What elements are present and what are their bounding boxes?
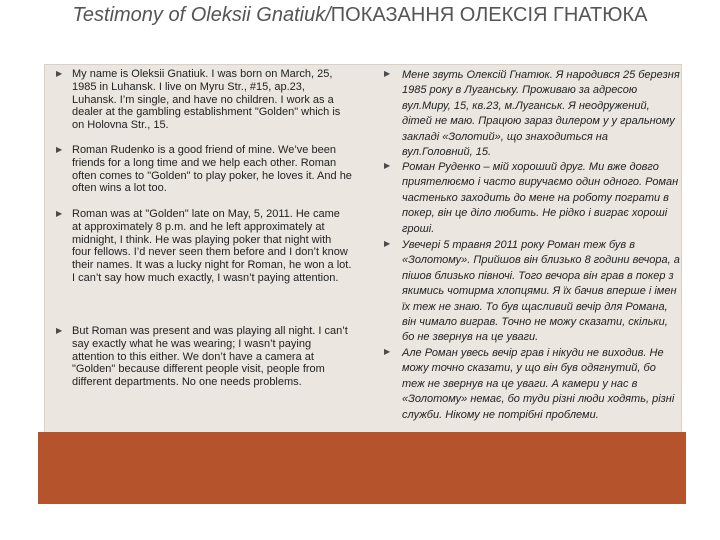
- paragraph-text: Увечері 5 травня 2011 року Роман теж був в «Золотому». Прийшов він близько 8 години вечора, а пішов близько півночі. Того вечора він грав в покер з якимись чотирма хлопцями. Я їх бачив вперше і імен їх теж не знаю. То був щасливий вечір для Романа, він чимало виграв. Точно не можу сказати, скільки, бо не звернув на це уваги.: [402, 239, 680, 344]
- paragraph-text: Roman was at "Golden" late on May, 5, 2011. He came at approximately 8 p.m. and he left approximately at midnight, I think. He was playing poker that night with four fellows. I’d never seen them before and I don’t know their names. It was a lucky night for Roman, he won a lot. I can’t say how much exactly, I wasn’t paying attention.: [72, 208, 352, 284]
- paragraph-text: My name is Oleksii Gnatiuk. I was born on March, 25, 1985 in Luhansk. I live on Myru Str., #15, ap.23, Luhansk. I’m single, and have no children. I work as a dealer at the gambling establishment "Golden" which is on Holovna Str., 15.: [72, 68, 341, 132]
- list-item: [56, 68, 352, 144]
- title-ukrainian: ПОКАЗАННЯ ОЛЕКСІЯ ГНАТЮКА: [330, 4, 648, 26]
- list-item: [384, 346, 680, 423]
- paragraph-text: Мене звуть Олексій Гнатюк. Я народився 25 березня 1985 року в Луганську. Проживаю за адресою вул.Миру, 15, кв.23, м.Луганськ. Я неодружений, дітей не маю. Працюю зараз дилером у у гральному закладі «Золотий», що знаходиться на вул.Головний, 15.: [402, 69, 680, 159]
- triangle-bullet-icon: ▶: [56, 209, 63, 218]
- triangle-bullet-icon: ▶: [384, 239, 391, 248]
- list-item: [384, 68, 680, 160]
- list-item: [56, 325, 352, 389]
- paragraph-text: But Roman was present and was playing all night. I can’t say exactly what he was wearing; I wasn’t paying attention to this either. We don’t have a camera at "Golden" because different people visit, people from different departments. No one needs problems.: [72, 325, 348, 389]
- list-item: [384, 160, 680, 238]
- footer-band: [38, 432, 686, 504]
- list-item: [384, 238, 680, 346]
- title-english: Testimony of Oleksii Gnatiuk/: [72, 4, 331, 26]
- paragraph-text: Роман Руденко – мій хороший друг. Ми вже довго приятелюємо і часто виручаємо один одного. Роман частенько заходить до мене на роботу пограти в покер, він це діло любить. Не рідко і виграє хороші гроші.: [402, 161, 679, 235]
- triangle-bullet-icon: ▶: [56, 69, 63, 78]
- ukrainian-testimony-list: [384, 68, 680, 423]
- triangle-bullet-icon: ▶: [56, 145, 63, 154]
- triangle-bullet-icon: ▶: [384, 69, 391, 78]
- list-item: [56, 208, 352, 325]
- triangle-bullet-icon: ▶: [384, 161, 391, 170]
- slide-title: [30, 2, 690, 29]
- list-item: [56, 144, 352, 208]
- triangle-bullet-icon: ▶: [56, 326, 63, 335]
- paragraph-text: Roman Rudenko is a good friend of mine. We’ve been friends for a long time and we help each other. Roman often comes to "Golden" to play poker, he loves it. And he often wins a lot too.: [72, 144, 352, 195]
- triangle-bullet-icon: ▶: [384, 347, 391, 356]
- english-testimony-list: [56, 68, 352, 389]
- paragraph-text: Але Роман увесь вечір грав і нікуди не виходив. Не можу точно сказати, у що він був одягнутий, бо теж не звернув на це уваги. А камери у нас в «Золотому» немає, бо туди різні люди ходять, різні служби. Нікому не потрібні проблеми.: [402, 347, 675, 421]
